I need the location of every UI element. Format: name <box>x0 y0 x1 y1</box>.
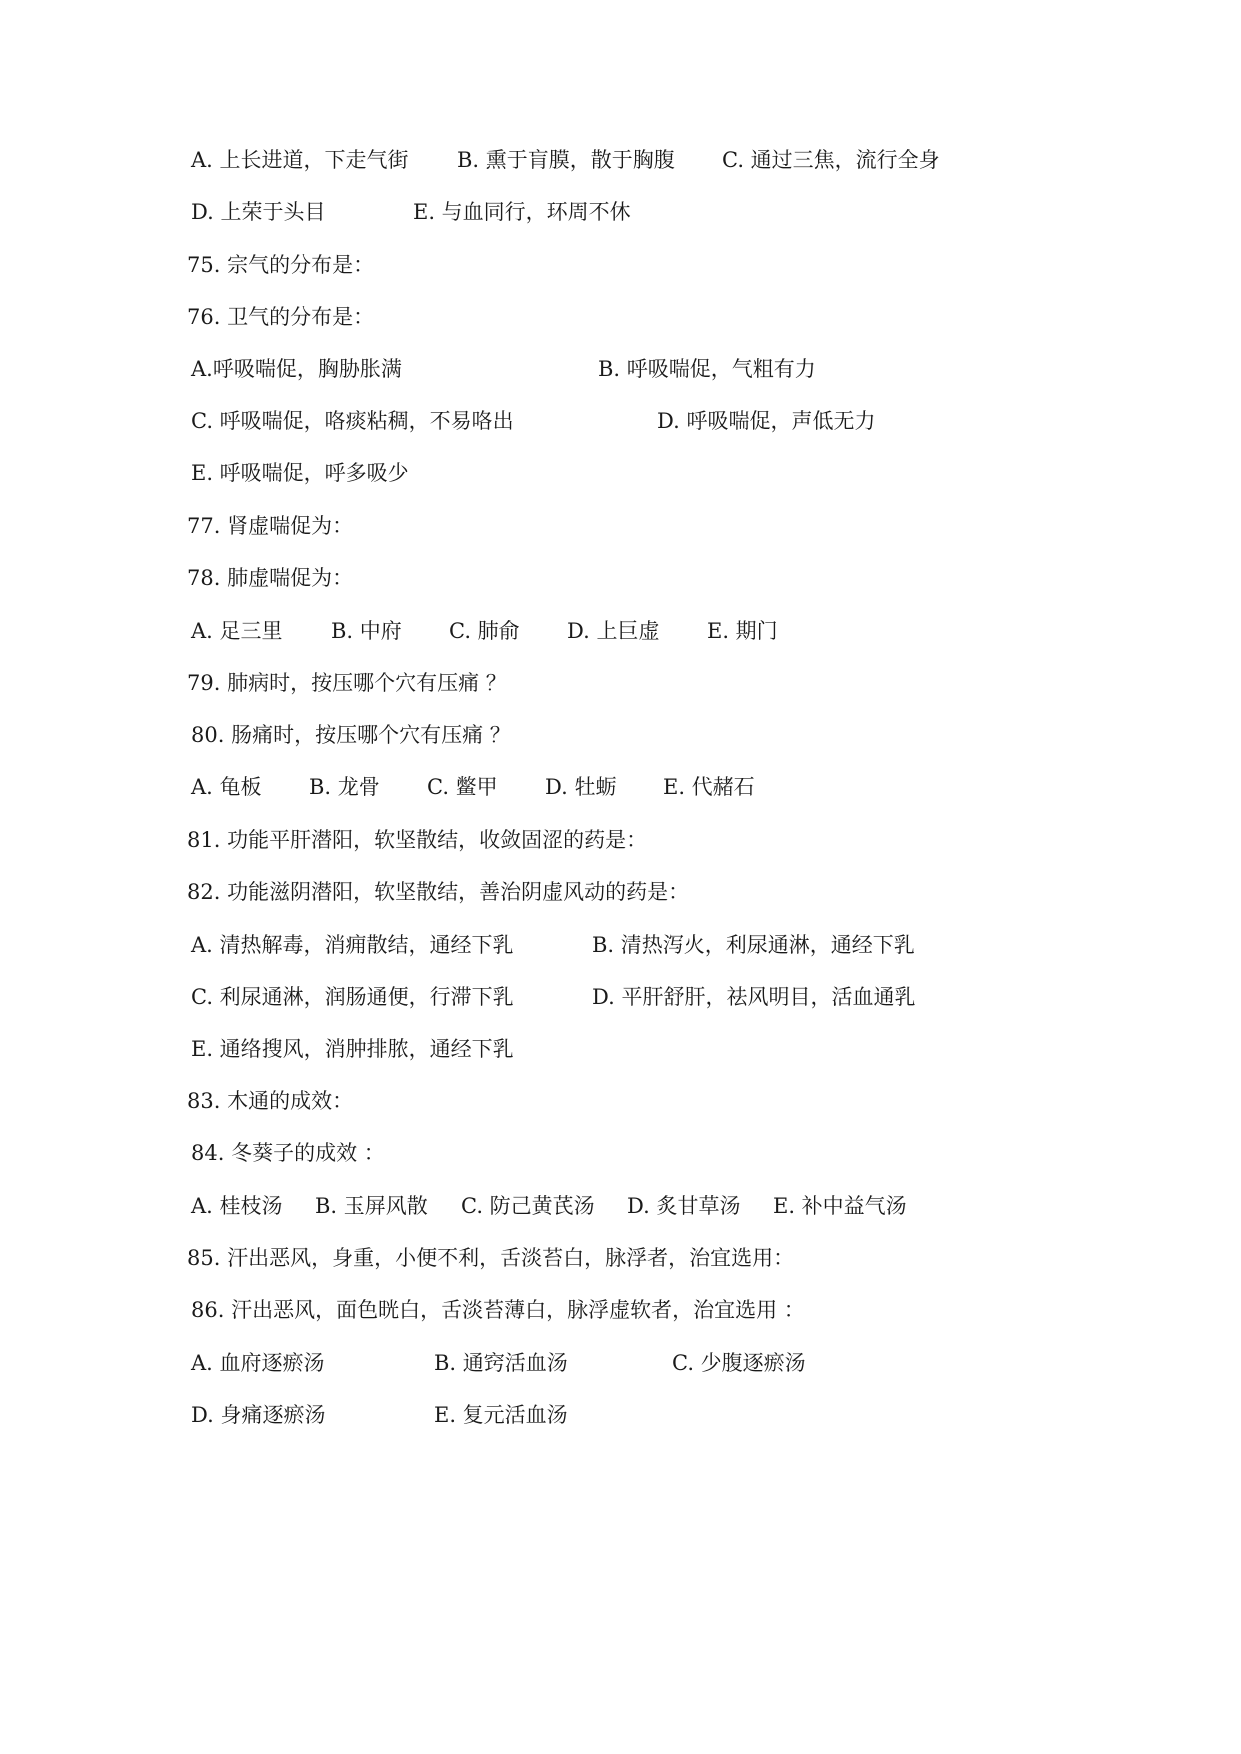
question-79: 79. 肺病时，按压哪个穴有压痛 ？ <box>187 671 507 695</box>
option-a: A. 血府逐瘀汤 <box>191 1351 325 1375</box>
option-b: B. 熏于肓膜，散于胸腹 <box>457 148 675 172</box>
option-e: E. 呼吸喘促，呼多吸少 <box>191 461 409 485</box>
option-c: C. 鳖甲 <box>427 775 498 799</box>
option-b: B. 呼吸喘促，气粗有力 <box>598 357 816 381</box>
option-d: D. 呼吸喘促，声低无力 <box>657 409 876 433</box>
option-d: D. 牡蛎 <box>545 775 617 799</box>
option-a: A.呼吸喘促，胸胁胀满 <box>191 357 402 381</box>
option-a: A. 上长进道，下走气街 <box>191 148 409 172</box>
question-76: 76. 卫气的分布是： <box>187 305 375 329</box>
option-b: B. 玉屏风散 <box>315 1194 428 1218</box>
option-b: B. 中府 <box>331 619 402 643</box>
option-d: D. 上巨虚 <box>567 619 660 643</box>
option-d: D. 炙甘草汤 <box>627 1194 741 1218</box>
question-80: 80. 肠痛时，按压哪个穴有压痛 ？ <box>191 723 511 747</box>
question-82: 82. 功能滋阴潜阳，软坚散结，善治阴虚风动的药是： <box>187 880 690 904</box>
option-a: A. 清热解毒，消痈散结，通经下乳 <box>191 933 514 957</box>
option-e: E. 代赭石 <box>663 775 755 799</box>
option-d: D. 身痛逐瘀汤 <box>191 1403 326 1427</box>
question-84: 84. 冬葵子的成效 ： <box>191 1141 385 1165</box>
option-a: A. 龟板 <box>191 775 262 799</box>
option-d: D. 平肝舒肝，祛风明目，活血通乳 <box>592 985 916 1009</box>
question-85: 85. 汗出恶风，身重，小便不利，舌淡苔白，脉浮者，治宜选用： <box>187 1246 795 1270</box>
question-81: 81. 功能平肝潜阳，软坚散结，收敛固涩的药是： <box>187 828 648 852</box>
option-e: E. 与血同行，环周不休 <box>413 200 631 224</box>
option-c: C. 呼吸喘促，咯痰粘稠，不易咯出 <box>191 409 514 433</box>
question-77: 77. 肾虚喘促为： <box>187 514 354 538</box>
option-a: A. 桂枝汤 <box>191 1194 283 1218</box>
question-75: 75. 宗气的分布是： <box>187 253 375 277</box>
option-c: C. 少腹逐瘀汤 <box>672 1351 806 1375</box>
question-86: 86. 汗出恶风，面色晄白，舌淡苔薄白，脉浮虚软者，治宜选用 ： <box>191 1298 805 1322</box>
option-e: E. 补中益气汤 <box>773 1194 907 1218</box>
option-c: C. 利尿通淋，润肠通便，行滞下乳 <box>191 985 514 1009</box>
option-d: D. 上荣于头目 <box>191 200 326 224</box>
option-c: C. 通过三焦，流行全身 <box>722 148 940 172</box>
option-b: B. 通窍活血汤 <box>434 1351 568 1375</box>
option-c: C. 防己黄芪汤 <box>461 1194 595 1218</box>
option-b: B. 龙骨 <box>309 775 380 799</box>
option-e: E. 复元活血汤 <box>434 1403 568 1427</box>
option-e: E. 期门 <box>707 619 778 643</box>
question-78: 78. 肺虚喘促为： <box>187 566 354 590</box>
option-e: E. 通络搜风，消肿排脓，通经下乳 <box>191 1037 514 1061</box>
option-a: A. 足三里 <box>191 619 283 643</box>
question-83: 83. 木通的成效： <box>187 1089 354 1113</box>
option-c: C. 肺俞 <box>449 619 520 643</box>
option-b: B. 清热泻火，利尿通淋，通经下乳 <box>592 933 915 957</box>
